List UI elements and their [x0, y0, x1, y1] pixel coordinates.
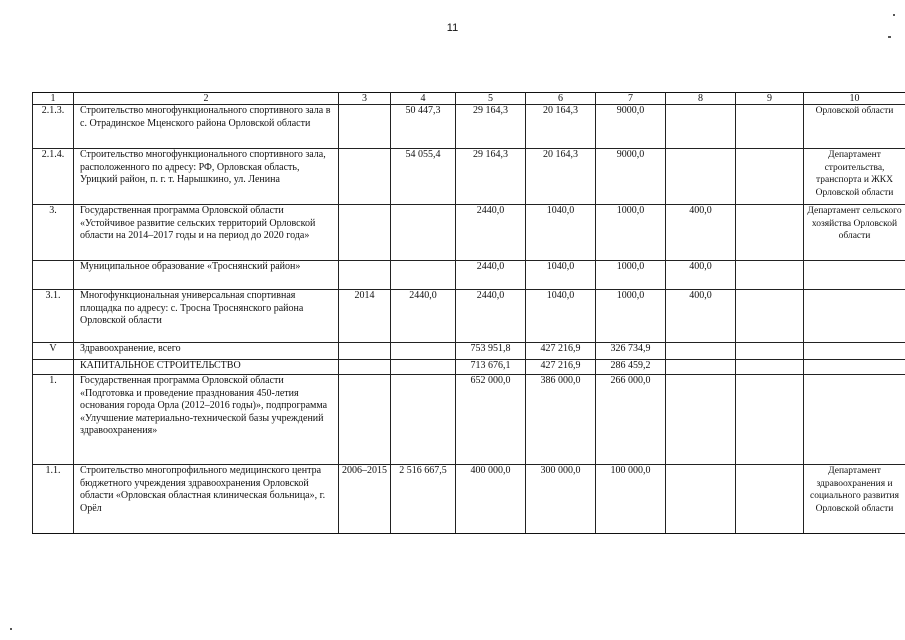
col8-cell: 400,0: [666, 205, 736, 261]
col9-cell: [736, 261, 804, 290]
period-cell: [339, 375, 391, 465]
header-cell: 3: [339, 93, 391, 105]
item-name-cell: Здравоохранение, всего: [74, 343, 339, 360]
item-name-cell: Многофункциональная универсальная спортивная площадка по адресу: с. Тросна Троснянского района Орловской области: [74, 290, 339, 343]
total-cost-cell: [391, 360, 456, 375]
col5-cell: 2440,0: [456, 290, 526, 343]
col5-cell: 2440,0: [456, 261, 526, 290]
header-cell: 2: [74, 93, 339, 105]
col5-cell: 400 000,0: [456, 465, 526, 534]
col8-cell: [666, 465, 736, 534]
table-row: [33, 205, 905, 261]
responsible-cell: [804, 360, 905, 375]
period-cell: [339, 149, 391, 205]
row-number-cell: [33, 261, 74, 290]
col7-cell: 1000,0: [596, 261, 666, 290]
header-cell: 9: [736, 93, 804, 105]
col5-cell: 29 164,3: [456, 105, 526, 149]
col8-cell: [666, 375, 736, 465]
col7-cell: 100 000,0: [596, 465, 666, 534]
responsible-cell: Департамент здравоохранения и социального развития Орловской области: [804, 465, 905, 534]
col7-cell: 266 000,0: [596, 375, 666, 465]
col8-cell: [666, 149, 736, 205]
col5-cell: 2440,0: [456, 205, 526, 261]
responsible-cell: [804, 343, 905, 360]
row-number-cell: 3.1.: [33, 290, 74, 343]
col6-cell: 386 000,0: [526, 375, 596, 465]
col6-cell: 427 216,9: [526, 360, 596, 375]
col8-cell: [666, 360, 736, 375]
header-cell: 8: [666, 93, 736, 105]
item-name-cell: КАПИТАЛЬНОЕ СТРОИТЕЛЬСТВО: [74, 360, 339, 375]
responsible-cell: [804, 375, 905, 465]
header-cell: 6: [526, 93, 596, 105]
total-cost-cell: 2440,0: [391, 290, 456, 343]
col6-cell: 427 216,9: [526, 343, 596, 360]
row-number-cell: 2.1.3.: [33, 105, 74, 149]
col6-cell: 1040,0: [526, 290, 596, 343]
col9-cell: [736, 360, 804, 375]
total-cost-cell: 54 055,4: [391, 149, 456, 205]
period-cell: [339, 105, 391, 149]
col6-cell: 1040,0: [526, 205, 596, 261]
responsible-cell: [804, 261, 905, 290]
total-cost-cell: [391, 261, 456, 290]
col9-cell: [736, 205, 804, 261]
col8-cell: 400,0: [666, 290, 736, 343]
item-name-cell: Государственная программа Орловской области «Устойчивое развитие сельских территорий Орловской области на 2014–2017 годы и на период до 2020 года»: [74, 205, 339, 261]
total-cost-cell: 2 516 667,5: [391, 465, 456, 534]
responsible-cell: Департамент сельского хозяйства Орловской области: [804, 205, 905, 261]
total-cost-cell: [391, 375, 456, 465]
col7-cell: 326 734,9: [596, 343, 666, 360]
header-cell: 7: [596, 93, 666, 105]
col6-cell: 20 164,3: [526, 149, 596, 205]
total-cost-cell: 50 447,3: [391, 105, 456, 149]
col9-cell: [736, 465, 804, 534]
table-row: [33, 360, 905, 375]
scan-speck: [888, 36, 891, 38]
scan-speck: [10, 628, 12, 630]
item-name-cell: Строительство многофункционального спортивного зала, расположенного по адресу: РФ, Орловская область, Урицкий район, п. г. т. Нарышкино, ул. Ленина: [74, 149, 339, 205]
col7-cell: 9000,0: [596, 149, 666, 205]
col5-cell: 753 951,8: [456, 343, 526, 360]
col9-cell: [736, 149, 804, 205]
period-cell: 2006–2015: [339, 465, 391, 534]
period-cell: [339, 205, 391, 261]
period-cell: [339, 343, 391, 360]
header-cell: 1: [33, 93, 74, 105]
header-cell: 4: [391, 93, 456, 105]
row-number-cell: 2.1.4.: [33, 149, 74, 205]
col7-cell: 1000,0: [596, 205, 666, 261]
period-cell: [339, 360, 391, 375]
item-name-cell: Государственная программа Орловской области «Подготовка и проведение празднования 450-летия основания города Орла (2012–2016 годы)», подпрограмма «Улучшение материально-технической базы учреждений здравоохранения»: [74, 375, 339, 465]
table-row: [33, 105, 905, 149]
responsible-cell: Департамент строительства, транспорта и ЖКХ Орловской области: [804, 149, 905, 205]
period-cell: [339, 261, 391, 290]
col6-cell: 300 000,0: [526, 465, 596, 534]
row-number-cell: 3.: [33, 205, 74, 261]
page-number: 11: [446, 22, 459, 34]
item-name-cell: Строительство многофункционального спортивного зала в с. Отрадинское Мценского района Орловской области: [74, 105, 339, 149]
row-number-cell: 1.1.: [33, 465, 74, 534]
table-row: [33, 343, 905, 360]
col8-cell: [666, 343, 736, 360]
col8-cell: [666, 105, 736, 149]
col9-cell: [736, 375, 804, 465]
total-cost-cell: [391, 343, 456, 360]
row-number-cell: 1.: [33, 375, 74, 465]
table-row: [33, 290, 905, 343]
responsible-cell: [804, 290, 905, 343]
responsible-cell: Орловской области: [804, 105, 905, 149]
col9-cell: [736, 105, 804, 149]
col5-cell: 713 676,1: [456, 360, 526, 375]
budget-table: [32, 92, 905, 534]
col6-cell: 20 164,3: [526, 105, 596, 149]
col8-cell: 400,0: [666, 261, 736, 290]
col5-cell: 652 000,0: [456, 375, 526, 465]
col5-cell: 29 164,3: [456, 149, 526, 205]
item-name-cell: Строительство многопрофильного медицинского центра бюджетного учреждения здравоохранения Орловской области «Орловская областная клиническая больница», г. Орёл: [74, 465, 339, 534]
row-number-cell: V: [33, 343, 74, 360]
table-row: [33, 261, 905, 290]
header-cell: 10: [804, 93, 905, 105]
table-row: [33, 149, 905, 205]
col9-cell: [736, 343, 804, 360]
table-row: [33, 465, 905, 534]
table-row: [33, 375, 905, 465]
col7-cell: 286 459,2: [596, 360, 666, 375]
header-cell: 5: [456, 93, 526, 105]
item-name-cell: Муниципальное образование «Троснянский район»: [74, 261, 339, 290]
col6-cell: 1040,0: [526, 261, 596, 290]
col9-cell: [736, 290, 804, 343]
scan-speck: [893, 14, 895, 16]
total-cost-cell: [391, 205, 456, 261]
header-row: [33, 93, 905, 105]
row-number-cell: [33, 360, 74, 375]
period-cell: 2014: [339, 290, 391, 343]
col7-cell: 9000,0: [596, 105, 666, 149]
col7-cell: 1000,0: [596, 290, 666, 343]
